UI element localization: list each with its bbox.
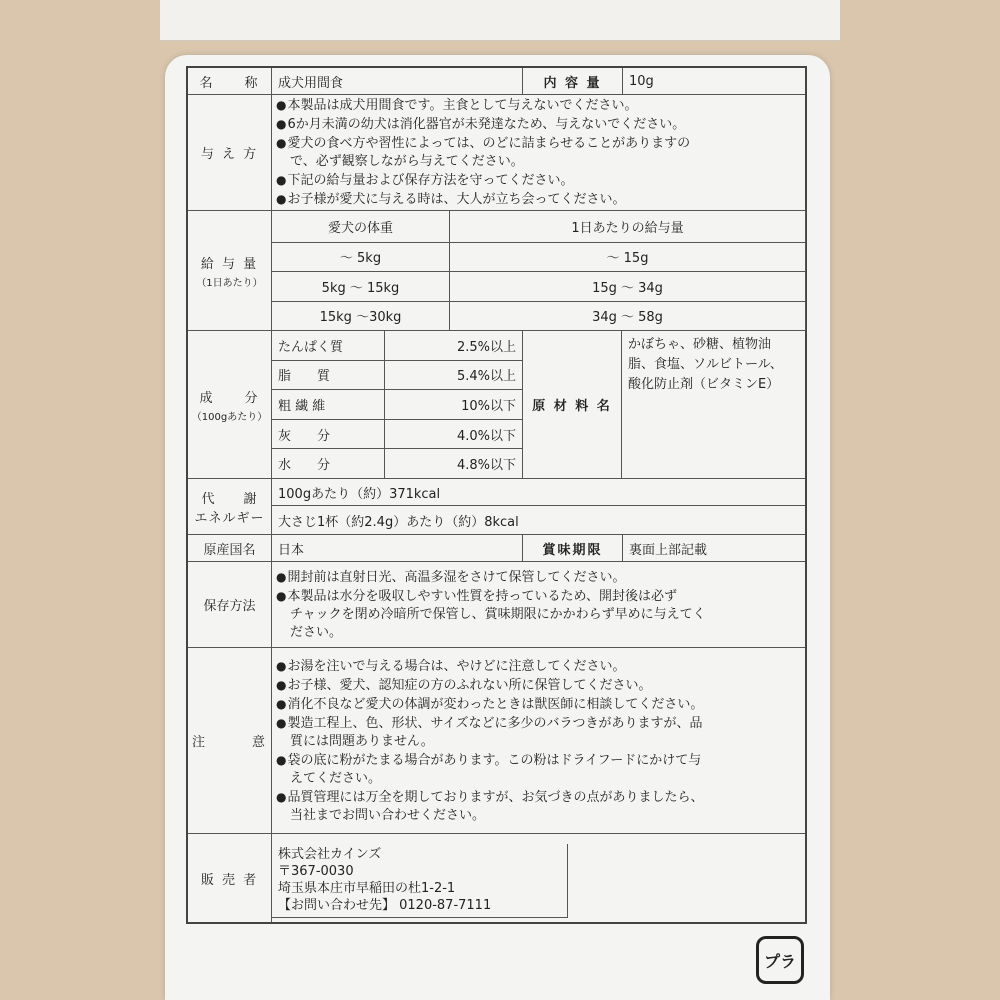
caution-item <box>276 788 704 825</box>
caution-header: 注 意 <box>188 648 272 833</box>
seller-info <box>272 844 568 918</box>
feeding-item <box>276 96 637 115</box>
amount-weight: 〜 5kg <box>272 242 450 271</box>
ingredients-line: かぼちゃ、砂糖、植物油 <box>628 337 772 352</box>
origin-value: 日本 <box>272 535 523 561</box>
ingredients-line: 脂、食塩、ソルビトール、 <box>628 357 783 372</box>
ingredients-header: 原 材 料 名 <box>522 331 622 478</box>
bullet-icon: ● <box>276 569 287 584</box>
feeding-item-text: 愛犬の食べ方や習性によっては、のどに詰まらせることがありますの <box>287 136 691 151</box>
recycle-pla-icon: プラ <box>756 936 804 984</box>
feeding-list <box>272 95 805 210</box>
storage-row <box>188 562 805 648</box>
bullet-icon: ● <box>276 658 287 673</box>
amount-col-weight: 愛犬の体重 <box>272 211 450 243</box>
seller-header: 販 売 者 <box>188 834 272 922</box>
nutrient-name: たんぱく質 <box>272 331 385 361</box>
name-header: 名 称 <box>188 68 272 94</box>
bullet-icon: ● <box>276 715 287 730</box>
caution-item-text: 消化不良など愛犬の体調が変わったときは獣医師に相談してください。 <box>287 696 704 712</box>
amount-header-label: 給 与 量 <box>200 256 259 272</box>
name-row <box>188 68 805 95</box>
amount-daily: 〜 15g <box>450 242 806 271</box>
feeding-item <box>276 134 690 171</box>
caution-item-text: 製造工程上、色、形状、サイズなどに多少のバラつきがありますが、品 <box>287 715 703 731</box>
caution-item <box>276 657 626 676</box>
nutrient-value: 4.8%以下 <box>385 449 523 479</box>
contents-header: 内 容 量 <box>523 68 623 94</box>
energy-per-spoon: 大さじ1杯（約2.4g）あたり（約）8kcal <box>278 514 519 530</box>
energy-per-100g: 100gあたり（約）371kcal <box>272 479 805 506</box>
caution-item-line <box>276 751 701 770</box>
storage-item-line <box>276 568 626 587</box>
caution-item-line: えてください。 <box>290 770 382 786</box>
bullet-icon: ● <box>276 117 287 131</box>
storage-item-text: 本製品は水分を吸収しやすい性質を持っているため、開封後は必ず <box>287 588 677 604</box>
feeding-item-text: お子様が愛犬に与える時は、大人が立ち会ってください。 <box>287 192 626 207</box>
analysis-header-label: 成 分 <box>199 390 260 406</box>
amount-daily: 34g 〜 58g <box>450 301 806 330</box>
caution-item-line <box>276 788 704 807</box>
bullet-icon: ● <box>276 752 287 767</box>
feeding-item <box>276 190 626 209</box>
caution-item-line: 質には問題ありません。 <box>290 733 434 749</box>
bullet-icon: ● <box>276 588 287 603</box>
caution-item-line <box>276 714 702 733</box>
storage-header: 保存方法 <box>188 562 272 647</box>
storage-item-line: チャックを閉め冷暗所で保管し、賞味期限にかかわらず早めに与えてく <box>290 606 706 622</box>
caution-item-text: お子様、愛犬、認知症の方のふれない所に保管してください。 <box>287 677 652 693</box>
caution-item-line: 当社までお問い合わせください。 <box>290 807 486 823</box>
nutrient-value: 4.0%以下 <box>385 419 523 449</box>
caution-item-text: 品質管理には万全を期しておりますが、お気づきの点がありましたら、 <box>287 789 704 805</box>
caution-item <box>276 676 652 695</box>
bullet-icon: ● <box>276 173 287 187</box>
origin-header: 原産国名 <box>188 535 272 561</box>
feeding-item-text: 6か月未満の幼犬は消化器官が未発達なため、与えないでください。 <box>287 117 686 132</box>
feeding-item-line <box>276 190 626 209</box>
seller-address: 埼玉県本庄市早稲田の杜1-2-1 <box>278 881 456 896</box>
seller-postcode: 〒367-0030 <box>278 864 354 879</box>
bullet-icon: ● <box>276 192 287 206</box>
analysis-row <box>188 331 805 479</box>
ingredients-list <box>622 331 805 478</box>
bag-top-edge <box>160 0 840 41</box>
feeding-item <box>276 115 685 134</box>
seller-contact: 【お問い合わせ先】 0120-87-7111 <box>278 898 492 913</box>
storage-item-line: ださい。 <box>290 624 343 640</box>
feeding-item-line <box>276 171 574 190</box>
seller-company: 株式会社カインズ <box>278 847 382 862</box>
info-table <box>186 66 807 924</box>
bullet-icon: ● <box>276 98 287 112</box>
analysis-table <box>271 330 523 479</box>
nutrient-value: 10%以下 <box>385 390 523 420</box>
nutrient-name: 脂 質 <box>272 360 385 390</box>
nutrient-value: 2.5%以上 <box>385 331 523 361</box>
energy-header-line1: 代 謝 <box>201 491 258 507</box>
nutrient-name: 灰 分 <box>272 419 385 449</box>
ingredients-line: 酸化防止剤（ビタミンE） <box>628 377 780 392</box>
feeding-item-line <box>276 115 685 134</box>
analysis-header-sublabel: （100gあたり） <box>191 411 268 423</box>
energy-header-line2: エネルギー <box>194 510 265 526</box>
caution-item-line <box>276 695 703 714</box>
storage-list <box>272 562 805 647</box>
amount-weight: 15kg 〜30kg <box>272 301 450 330</box>
amount-row <box>188 211 805 331</box>
bullet-icon: ● <box>276 136 287 150</box>
storage-item-line <box>276 587 706 606</box>
caution-item <box>276 714 702 751</box>
storage-item <box>276 587 706 642</box>
origin-row <box>188 535 805 562</box>
bullet-icon: ● <box>276 696 287 711</box>
amount-daily: 15g 〜 34g <box>450 272 806 301</box>
caution-item-line <box>276 657 626 676</box>
amount-table <box>271 210 806 331</box>
feeding-item-text: 下記の給与量および保存方法を守ってください。 <box>287 173 574 188</box>
seller-row <box>188 834 805 922</box>
bullet-icon: ● <box>276 789 287 804</box>
caution-item <box>276 695 703 714</box>
caution-row <box>188 648 805 834</box>
caution-item <box>276 751 701 788</box>
nutrient-name: 水 分 <box>272 449 385 479</box>
expiry-value: 裏面上部記載 <box>629 542 708 558</box>
energy-values <box>272 479 805 534</box>
amount-col-daily: 1日あたりの給与量 <box>450 211 806 243</box>
caution-item-line <box>276 676 652 695</box>
feeding-item-line <box>276 134 690 153</box>
nutrient-name: 粗 繊 維 <box>272 390 385 420</box>
caution-item-text: お湯を注いで与える場合は、やけどに注意してください。 <box>287 658 626 674</box>
contents-value: 10g <box>629 73 654 89</box>
amount-header <box>188 211 272 330</box>
name-value: 成犬用間食 <box>272 68 523 94</box>
storage-item <box>276 568 626 587</box>
feeding-header: 与 え 方 <box>188 95 272 210</box>
bullet-icon: ● <box>276 677 287 692</box>
feeding-item-line <box>276 96 637 115</box>
expiry-header: 賞味期限 <box>523 535 623 561</box>
feeding-item-text: 本製品は成犬用間食です。主食として与えないでください。 <box>287 98 638 113</box>
storage-item-text: 開封前は直射日光、高温多湿をさけて保管してください。 <box>287 569 626 585</box>
feeding-row <box>188 95 805 211</box>
caution-item-text: 袋の底に粉がたまる場合があります。この粉はドライフードにかけて与 <box>287 752 702 768</box>
amount-weight: 5kg 〜 15kg <box>272 272 450 301</box>
feeding-item <box>276 171 574 190</box>
nutrient-value: 5.4%以上 <box>385 360 523 390</box>
amount-header-sublabel: （1日あたり） <box>196 277 263 289</box>
energy-header <box>188 479 272 534</box>
energy-row <box>188 479 805 535</box>
feeding-item-line: で、必ず観察しながら与えてください。 <box>290 154 524 169</box>
caution-list <box>272 648 805 833</box>
analysis-header <box>188 331 272 478</box>
